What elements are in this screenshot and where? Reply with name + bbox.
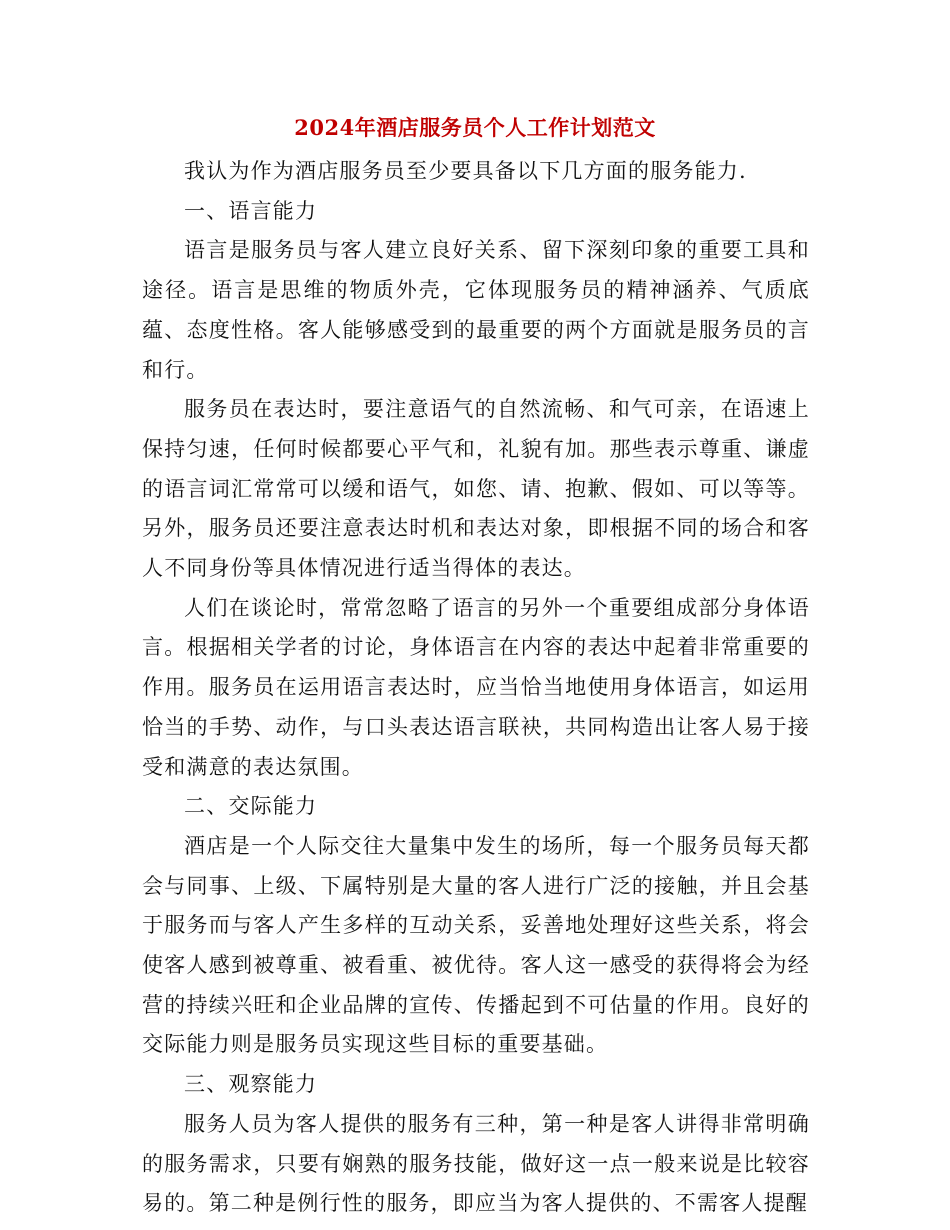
section-heading-observation: 三、观察能力 [184, 1072, 318, 1097]
intro-paragraph: 我认为作为酒店服务员至少要具备以下几方面的服务能力. [184, 159, 747, 183]
body-paragraph: 酒店是一个人际交往大量集中发生的场所，每一个服务员每天都会与同事、上级、下属特别是大量的客人进行广泛的接触，并且会基于服务而与客人产生多样的互动关系，妥善地处理好这些关系，将会使客人感到被尊重、被看重、被优待。客人这一感受的获得将会为经营的持续兴旺和企业品牌的宣传、传播起到不可估量的作用。良好的交际能力则是服务员实现这些目标的重要基础。 [142, 833, 810, 1057]
body-paragraph: 服务人员为客人提供的服务有三种，第一种是客人讲得非常明确的服务需求，只要有娴熟的服务技能，做好这一点一般来说是比较容易的。第二种是例行性的服务，即应当为客人提供的、不需客人提醒 [142, 1111, 810, 1216]
body-paragraph: 语言是服务员与客人建立良好关系、留下深刻印象的重要工具和途径。语言是思维的物质外壳，它体现服务员的精神涵养、气质底蕴、态度性格。客人能够感受到的最重要的两个方面就是服务员的言和行。 [142, 238, 810, 382]
body-paragraph: 服务员在表达时，要注意语气的自然流畅、和气可亲，在语速上保持匀速，任何时候都要心平气和，礼貌有加。那些表示尊重、谦虚的语言词汇常常可以缓和语气，如您、请、抱歉、假如、可以等等。另外，服务员还要注意表达时机和表达对象，即根据不同的场合和客人不同身份等具体情况进行适当得体的表达。 [142, 397, 810, 581]
document-body [142, 152, 810, 1224]
body-paragraph: 人们在谈论时，常常忽略了语言的另外一个重要组成部分身体语言。根据相关学者的讨论，身体语言在内容的表达中起着非常重要的作用。服务员在运用语言表达时，应当恰当地使用身体语言，如运用恰当的手势、动作，与口头表达语言联袂，共同构造出让客人易于接受和满意的表达氛围。 [142, 595, 810, 779]
document-title: 2024年酒店服务员个人工作计划范文 [294, 115, 656, 140]
section-heading-communication: 二、交际能力 [184, 794, 318, 819]
section-heading-language: 一、语言能力 [184, 198, 318, 223]
